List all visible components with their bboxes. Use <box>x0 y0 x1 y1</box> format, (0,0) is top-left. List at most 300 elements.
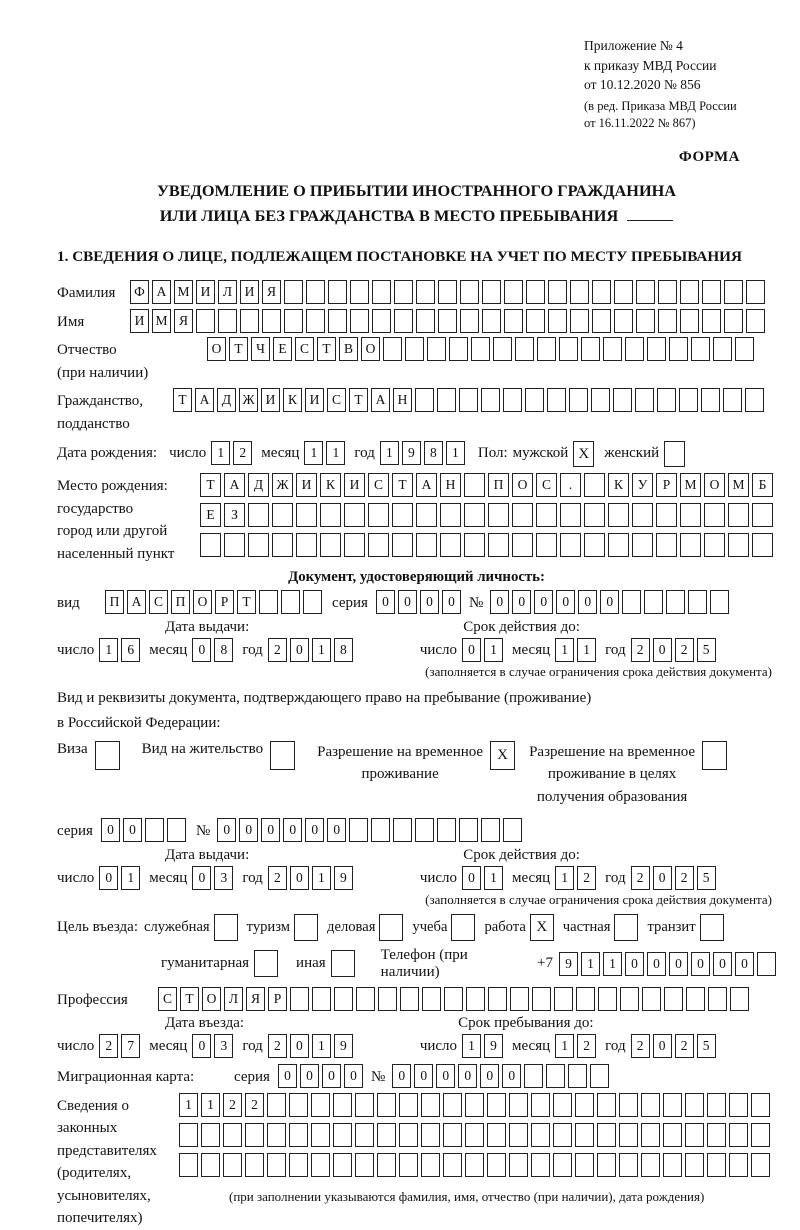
checkbox-edu-residence[interactable] <box>702 741 727 770</box>
char-cell[interactable] <box>735 337 754 361</box>
char-cell[interactable] <box>554 987 573 1011</box>
char-cell[interactable] <box>399 1153 418 1177</box>
char-cell[interactable] <box>145 818 164 842</box>
char-cell[interactable]: 2 <box>631 638 650 662</box>
char-cell[interactable]: Д <box>248 473 269 497</box>
char-cell[interactable]: 8 <box>334 638 353 662</box>
char-cell[interactable]: 2 <box>268 866 287 890</box>
char-cell[interactable] <box>622 590 641 614</box>
char-cell[interactable] <box>568 1064 587 1088</box>
char-cell[interactable]: И <box>196 280 215 304</box>
char-cell[interactable] <box>751 1153 770 1177</box>
char-cell[interactable] <box>421 1093 440 1117</box>
char-cell[interactable] <box>710 590 729 614</box>
char-cell[interactable]: 9 <box>484 1034 503 1058</box>
char-cell[interactable]: О <box>704 473 725 497</box>
char-cell[interactable] <box>751 1093 770 1117</box>
char-cell[interactable]: Я <box>246 987 265 1011</box>
char-cell[interactable] <box>488 987 507 1011</box>
char-cell[interactable]: О <box>193 590 212 614</box>
char-cell[interactable] <box>311 1093 330 1117</box>
char-cell[interactable] <box>531 1123 550 1147</box>
char-cell[interactable] <box>200 533 221 557</box>
char-cell[interactable]: Е <box>200 503 221 527</box>
char-cell[interactable] <box>536 503 557 527</box>
char-cell[interactable]: 0 <box>458 1064 477 1088</box>
char-cell[interactable] <box>724 280 743 304</box>
char-cell[interactable] <box>344 503 365 527</box>
char-cell[interactable] <box>488 533 509 557</box>
char-cell[interactable] <box>575 1153 594 1177</box>
char-cell[interactable] <box>284 280 303 304</box>
char-cell[interactable]: З <box>224 503 245 527</box>
char-cell[interactable] <box>218 309 237 333</box>
char-cell[interactable] <box>421 1123 440 1147</box>
char-cell[interactable]: 0 <box>239 818 258 842</box>
char-cell[interactable] <box>355 1153 374 1177</box>
char-cell[interactable]: Ф <box>130 280 149 304</box>
char-cell[interactable] <box>245 1153 264 1177</box>
char-cell[interactable] <box>437 818 456 842</box>
char-cell[interactable] <box>702 309 721 333</box>
checkbox-visa[interactable] <box>95 741 120 770</box>
char-cell[interactable] <box>223 1153 242 1177</box>
char-cell[interactable] <box>512 533 533 557</box>
char-cell[interactable] <box>663 1153 682 1177</box>
char-cell[interactable]: 0 <box>192 638 211 662</box>
checkbox-purpose-sluzhebnaya[interactable] <box>214 914 238 941</box>
char-cell[interactable] <box>592 309 611 333</box>
char-cell[interactable] <box>625 337 644 361</box>
char-cell[interactable]: 0 <box>99 866 118 890</box>
char-cell[interactable]: 0 <box>101 818 120 842</box>
char-cell[interactable]: 1 <box>446 441 465 465</box>
char-cell[interactable] <box>383 337 402 361</box>
char-cell[interactable] <box>664 987 683 1011</box>
char-cell[interactable] <box>509 1093 528 1117</box>
char-cell[interactable]: . <box>560 473 581 497</box>
char-cell[interactable] <box>416 533 437 557</box>
checkbox-residence-permit[interactable] <box>270 741 295 770</box>
char-cell[interactable] <box>603 337 622 361</box>
char-cell[interactable]: 1 <box>99 638 118 662</box>
char-cell[interactable] <box>349 818 368 842</box>
char-cell[interactable]: 2 <box>631 1034 650 1058</box>
char-cell[interactable] <box>526 309 545 333</box>
char-cell[interactable] <box>597 1153 616 1177</box>
checkbox-female[interactable] <box>664 441 685 467</box>
char-cell[interactable] <box>459 388 478 412</box>
char-cell[interactable] <box>614 309 633 333</box>
char-cell[interactable] <box>333 1093 352 1117</box>
char-cell[interactable]: Л <box>218 280 237 304</box>
char-cell[interactable] <box>240 309 259 333</box>
char-cell[interactable]: Р <box>268 987 287 1011</box>
char-cell[interactable] <box>350 280 369 304</box>
char-cell[interactable] <box>509 1153 528 1177</box>
char-cell[interactable] <box>536 533 557 557</box>
char-cell[interactable] <box>503 388 522 412</box>
char-cell[interactable] <box>546 1064 565 1088</box>
char-cell[interactable]: Е <box>273 337 292 361</box>
char-cell[interactable] <box>399 1123 418 1147</box>
checkbox-purpose-delovaya[interactable] <box>379 914 403 941</box>
char-cell[interactable] <box>532 987 551 1011</box>
char-cell[interactable]: И <box>240 280 259 304</box>
char-cell[interactable]: М <box>728 473 749 497</box>
char-cell[interactable] <box>465 1153 484 1177</box>
char-cell[interactable] <box>464 533 485 557</box>
char-cell[interactable] <box>745 388 764 412</box>
char-cell[interactable] <box>635 388 654 412</box>
char-cell[interactable] <box>537 337 556 361</box>
char-cell[interactable] <box>443 1093 462 1117</box>
char-cell[interactable] <box>680 309 699 333</box>
char-cell[interactable] <box>686 987 705 1011</box>
char-cell[interactable] <box>296 533 317 557</box>
char-cell[interactable]: 2 <box>577 1034 596 1058</box>
char-cell[interactable]: 0 <box>512 590 531 614</box>
char-cell[interactable] <box>482 280 501 304</box>
char-cell[interactable] <box>267 1093 286 1117</box>
char-cell[interactable]: 2 <box>631 866 650 890</box>
char-cell[interactable] <box>590 1064 609 1088</box>
char-cell[interactable] <box>729 1093 748 1117</box>
char-cell[interactable] <box>416 309 435 333</box>
char-cell[interactable] <box>680 280 699 304</box>
char-cell[interactable]: 0 <box>653 1034 672 1058</box>
char-cell[interactable]: Т <box>173 388 192 412</box>
char-cell[interactable] <box>272 503 293 527</box>
char-cell[interactable]: И <box>261 388 280 412</box>
char-cell[interactable] <box>488 503 509 527</box>
char-cell[interactable] <box>713 337 732 361</box>
char-cell[interactable] <box>531 1093 550 1117</box>
char-cell[interactable]: Р <box>215 590 234 614</box>
char-cell[interactable] <box>707 1123 726 1147</box>
char-cell[interactable]: 7 <box>121 1034 140 1058</box>
char-cell[interactable] <box>372 309 391 333</box>
char-cell[interactable]: 1 <box>326 441 345 465</box>
char-cell[interactable] <box>503 818 522 842</box>
char-cell[interactable] <box>553 1093 572 1117</box>
char-cell[interactable] <box>614 280 633 304</box>
char-cell[interactable]: 1 <box>484 638 503 662</box>
char-cell[interactable] <box>415 818 434 842</box>
char-cell[interactable] <box>746 280 765 304</box>
char-cell[interactable]: 0 <box>192 866 211 890</box>
char-cell[interactable]: 1 <box>555 866 574 890</box>
char-cell[interactable]: 5 <box>697 1034 716 1058</box>
char-cell[interactable] <box>328 309 347 333</box>
char-cell[interactable] <box>368 533 389 557</box>
char-cell[interactable]: Н <box>440 473 461 497</box>
char-cell[interactable] <box>248 533 269 557</box>
char-cell[interactable] <box>619 1153 638 1177</box>
char-cell[interactable] <box>575 1093 594 1117</box>
char-cell[interactable]: 0 <box>217 818 236 842</box>
char-cell[interactable] <box>487 1093 506 1117</box>
char-cell[interactable]: 0 <box>600 590 619 614</box>
char-cell[interactable] <box>729 1123 748 1147</box>
char-cell[interactable] <box>259 590 278 614</box>
char-cell[interactable]: 0 <box>344 1064 363 1088</box>
char-cell[interactable] <box>619 1123 638 1147</box>
char-cell[interactable] <box>608 503 629 527</box>
char-cell[interactable]: 1 <box>312 1034 331 1058</box>
char-cell[interactable] <box>320 503 341 527</box>
char-cell[interactable] <box>377 1093 396 1117</box>
char-cell[interactable] <box>592 280 611 304</box>
char-cell[interactable] <box>481 388 500 412</box>
char-cell[interactable]: 0 <box>290 1034 309 1058</box>
char-cell[interactable]: 0 <box>436 1064 455 1088</box>
checkbox-purpose-inaya[interactable] <box>331 950 355 977</box>
char-cell[interactable]: 0 <box>653 638 672 662</box>
char-cell[interactable] <box>245 1123 264 1147</box>
char-cell[interactable]: 9 <box>559 952 578 976</box>
char-cell[interactable]: 0 <box>669 952 688 976</box>
char-cell[interactable] <box>267 1123 286 1147</box>
char-cell[interactable] <box>311 1123 330 1147</box>
char-cell[interactable]: 1 <box>577 638 596 662</box>
char-cell[interactable] <box>393 818 412 842</box>
char-cell[interactable] <box>641 1123 660 1147</box>
char-cell[interactable] <box>504 280 523 304</box>
char-cell[interactable]: С <box>536 473 557 497</box>
char-cell[interactable]: 0 <box>278 1064 297 1088</box>
char-cell[interactable] <box>356 987 375 1011</box>
char-cell[interactable] <box>487 1153 506 1177</box>
char-cell[interactable]: 9 <box>402 441 421 465</box>
char-cell[interactable] <box>333 1123 352 1147</box>
char-cell[interactable] <box>553 1153 572 1177</box>
char-cell[interactable] <box>658 280 677 304</box>
char-cell[interactable] <box>272 533 293 557</box>
char-cell[interactable]: О <box>512 473 533 497</box>
char-cell[interactable]: 3 <box>214 1034 233 1058</box>
char-cell[interactable]: 0 <box>398 590 417 614</box>
char-cell[interactable]: 0 <box>653 866 672 890</box>
char-cell[interactable] <box>642 987 661 1011</box>
char-cell[interactable] <box>548 309 567 333</box>
char-cell[interactable]: И <box>130 309 149 333</box>
char-cell[interactable]: С <box>149 590 168 614</box>
char-cell[interactable] <box>752 503 773 527</box>
char-cell[interactable]: 1 <box>581 952 600 976</box>
char-cell[interactable] <box>328 280 347 304</box>
char-cell[interactable]: 0 <box>300 1064 319 1088</box>
char-cell[interactable]: Я <box>174 309 193 333</box>
char-cell[interactable]: 0 <box>502 1064 521 1088</box>
char-cell[interactable] <box>619 1093 638 1117</box>
char-cell[interactable] <box>509 1123 528 1147</box>
char-cell[interactable]: 0 <box>420 590 439 614</box>
checkbox-purpose-rabota[interactable]: X <box>530 914 554 941</box>
char-cell[interactable]: 1 <box>304 441 323 465</box>
char-cell[interactable] <box>312 987 331 1011</box>
char-cell[interactable]: Ж <box>272 473 293 497</box>
char-cell[interactable] <box>656 533 677 557</box>
char-cell[interactable] <box>289 1123 308 1147</box>
char-cell[interactable]: 5 <box>697 638 716 662</box>
char-cell[interactable]: 0 <box>376 590 395 614</box>
char-cell[interactable] <box>437 388 456 412</box>
char-cell[interactable] <box>526 280 545 304</box>
char-cell[interactable] <box>620 987 639 1011</box>
char-cell[interactable] <box>334 987 353 1011</box>
char-cell[interactable] <box>657 388 676 412</box>
char-cell[interactable] <box>728 533 749 557</box>
char-cell[interactable]: 0 <box>392 1064 411 1088</box>
char-cell[interactable] <box>443 1123 462 1147</box>
char-cell[interactable] <box>201 1123 220 1147</box>
char-cell[interactable] <box>394 309 413 333</box>
char-cell[interactable] <box>632 533 653 557</box>
char-cell[interactable] <box>647 337 666 361</box>
char-cell[interactable] <box>669 337 688 361</box>
char-cell[interactable] <box>248 503 269 527</box>
char-cell[interactable]: 9 <box>334 1034 353 1058</box>
char-cell[interactable]: 0 <box>327 818 346 842</box>
char-cell[interactable] <box>559 337 578 361</box>
char-cell[interactable]: П <box>105 590 124 614</box>
char-cell[interactable]: 1 <box>201 1093 220 1117</box>
char-cell[interactable]: Я <box>262 280 281 304</box>
char-cell[interactable]: 0 <box>123 818 142 842</box>
char-cell[interactable]: 2 <box>268 1034 287 1058</box>
char-cell[interactable] <box>515 337 534 361</box>
char-cell[interactable]: Р <box>656 473 677 497</box>
char-cell[interactable] <box>303 590 322 614</box>
char-cell[interactable] <box>510 987 529 1011</box>
char-cell[interactable] <box>394 280 413 304</box>
char-cell[interactable] <box>597 1123 616 1147</box>
char-cell[interactable]: 2 <box>577 866 596 890</box>
char-cell[interactable]: 1 <box>179 1093 198 1117</box>
char-cell[interactable] <box>636 309 655 333</box>
char-cell[interactable]: 0 <box>647 952 666 976</box>
char-cell[interactable] <box>702 280 721 304</box>
char-cell[interactable] <box>223 1123 242 1147</box>
char-cell[interactable] <box>644 590 663 614</box>
char-cell[interactable] <box>641 1153 660 1177</box>
char-cell[interactable] <box>570 280 589 304</box>
char-cell[interactable] <box>679 388 698 412</box>
char-cell[interactable] <box>598 987 617 1011</box>
char-cell[interactable]: А <box>416 473 437 497</box>
char-cell[interactable] <box>708 987 727 1011</box>
char-cell[interactable]: 0 <box>735 952 754 976</box>
checkbox-purpose-gumanitarnaya[interactable] <box>254 950 278 977</box>
char-cell[interactable] <box>443 1153 462 1177</box>
char-cell[interactable]: Н <box>393 388 412 412</box>
char-cell[interactable] <box>701 388 720 412</box>
char-cell[interactable]: П <box>171 590 190 614</box>
char-cell[interactable] <box>392 533 413 557</box>
char-cell[interactable] <box>751 1123 770 1147</box>
char-cell[interactable]: С <box>158 987 177 1011</box>
char-cell[interactable] <box>333 1153 352 1177</box>
char-cell[interactable] <box>460 280 479 304</box>
char-cell[interactable] <box>466 987 485 1011</box>
char-cell[interactable]: М <box>152 309 171 333</box>
char-cell[interactable] <box>663 1093 682 1117</box>
char-cell[interactable] <box>584 533 605 557</box>
char-cell[interactable] <box>201 1153 220 1177</box>
char-cell[interactable] <box>584 503 605 527</box>
char-cell[interactable]: 0 <box>480 1064 499 1088</box>
char-cell[interactable] <box>399 1093 418 1117</box>
char-cell[interactable]: С <box>327 388 346 412</box>
char-cell[interactable]: Ч <box>251 337 270 361</box>
char-cell[interactable]: К <box>608 473 629 497</box>
char-cell[interactable]: 2 <box>223 1093 242 1117</box>
char-cell[interactable]: У <box>632 473 653 497</box>
char-cell[interactable]: 0 <box>691 952 710 976</box>
char-cell[interactable]: А <box>224 473 245 497</box>
char-cell[interactable]: С <box>368 473 389 497</box>
char-cell[interactable] <box>680 503 701 527</box>
char-cell[interactable]: 2 <box>99 1034 118 1058</box>
char-cell[interactable]: 0 <box>556 590 575 614</box>
checkbox-purpose-ucheba[interactable] <box>451 914 475 941</box>
char-cell[interactable] <box>481 818 500 842</box>
char-cell[interactable] <box>368 503 389 527</box>
char-cell[interactable] <box>306 309 325 333</box>
char-cell[interactable] <box>504 309 523 333</box>
char-cell[interactable]: 2 <box>245 1093 264 1117</box>
char-cell[interactable]: 0 <box>462 638 481 662</box>
char-cell[interactable] <box>344 533 365 557</box>
char-cell[interactable] <box>666 590 685 614</box>
char-cell[interactable]: А <box>195 388 214 412</box>
char-cell[interactable]: 0 <box>625 952 644 976</box>
char-cell[interactable] <box>444 987 463 1011</box>
char-cell[interactable]: 0 <box>462 866 481 890</box>
char-cell[interactable]: О <box>207 337 226 361</box>
char-cell[interactable]: 3 <box>214 866 233 890</box>
char-cell[interactable] <box>560 503 581 527</box>
char-cell[interactable] <box>757 952 776 976</box>
char-cell[interactable]: И <box>305 388 324 412</box>
char-cell[interactable]: 0 <box>534 590 553 614</box>
char-cell[interactable]: 0 <box>490 590 509 614</box>
char-cell[interactable]: 2 <box>675 1034 694 1058</box>
char-cell[interactable] <box>459 818 478 842</box>
char-cell[interactable] <box>487 1123 506 1147</box>
char-cell[interactable]: Ж <box>239 388 258 412</box>
char-cell[interactable]: М <box>174 280 193 304</box>
char-cell[interactable] <box>723 388 742 412</box>
char-cell[interactable] <box>524 1064 543 1088</box>
char-cell[interactable] <box>691 337 710 361</box>
checkbox-male[interactable]: X <box>573 441 594 467</box>
char-cell[interactable] <box>512 503 533 527</box>
char-cell[interactable]: Л <box>224 987 243 1011</box>
char-cell[interactable]: 0 <box>322 1064 341 1088</box>
char-cell[interactable] <box>493 337 512 361</box>
char-cell[interactable] <box>663 1123 682 1147</box>
char-cell[interactable]: О <box>361 337 380 361</box>
char-cell[interactable] <box>415 388 434 412</box>
char-cell[interactable]: В <box>339 337 358 361</box>
char-cell[interactable] <box>465 1123 484 1147</box>
char-cell[interactable]: И <box>344 473 365 497</box>
char-cell[interactable]: С <box>295 337 314 361</box>
char-cell[interactable]: 8 <box>214 638 233 662</box>
char-cell[interactable]: 0 <box>261 818 280 842</box>
